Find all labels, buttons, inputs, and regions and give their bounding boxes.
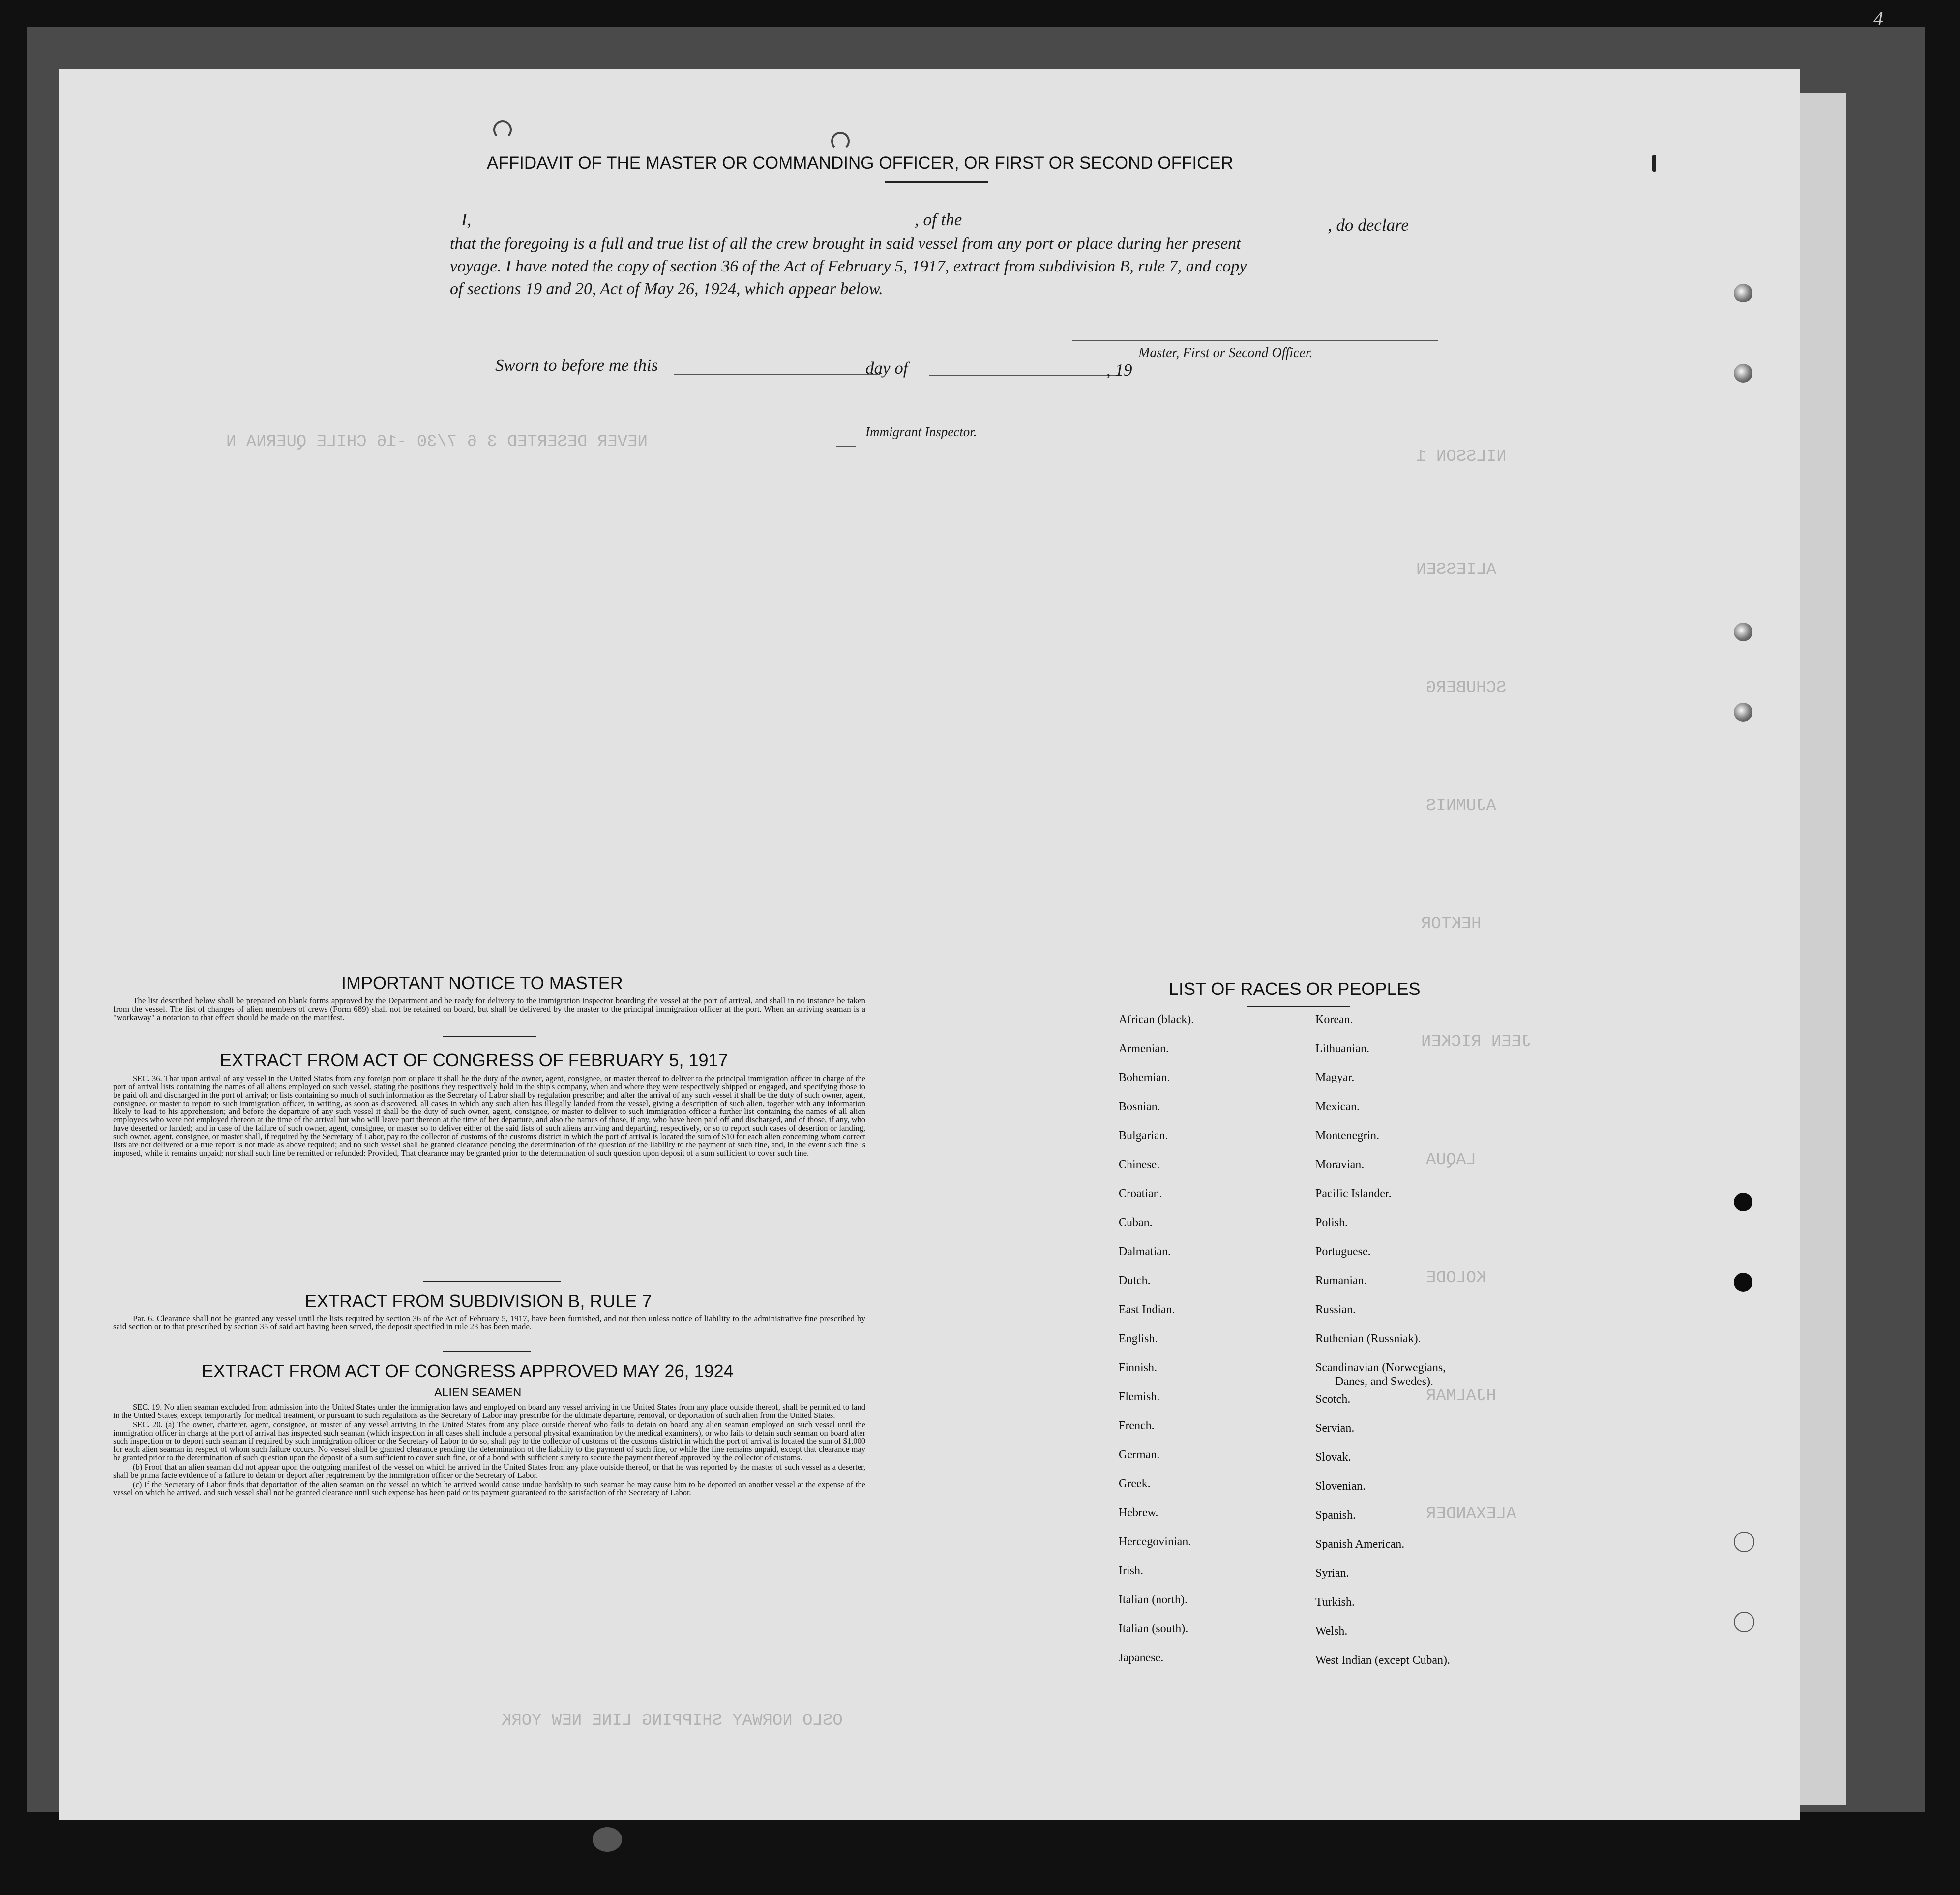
- race-item: Lithuanian.: [1315, 1042, 1369, 1055]
- punch-hole: [1734, 703, 1752, 722]
- race-item: Croatian.: [1119, 1187, 1162, 1200]
- extract-1924-title: EXTRACT FROM ACT OF CONGRESS APPROVED MAY 26, 1924: [202, 1361, 734, 1381]
- bleed-through-text: KOLODE: [1426, 1269, 1486, 1288]
- race-item: Hebrew.: [1119, 1506, 1158, 1519]
- bleed-through-text: ALEXANDER: [1426, 1505, 1516, 1524]
- month-line: [929, 375, 1116, 376]
- race-item: Turkish.: [1315, 1596, 1355, 1609]
- races-rule: [1247, 1006, 1350, 1007]
- sec20b-paragraph: (b) Proof that an alien seaman did not appear upon the outgoing manifest of the vessel on which he arrived in the United States from any place outside thereof, or that he was reported by the master of such vessel as a deserter, shall be prima facie evidence of a failure to detain or deport after requirement by the immigration officer or the Secretary of Labor.: [113, 1462, 865, 1480]
- sec19-paragraph: SEC. 19. No alien seaman excluded from admission into the United States under the immigration laws and employed on board any vessel arriving in the United States from any place outside thereof, shall be permitted to land in the United States, except temporarily for medical treatment, or pursuant to such regulations as the Secretary of Labor may prescribe for the ultimate departure, removal, or deportation of such alien from the United States.: [113, 1402, 865, 1420]
- race-item: French.: [1119, 1419, 1155, 1432]
- race-item: Montenegrin.: [1315, 1129, 1379, 1142]
- day-of-label: day of: [865, 359, 908, 378]
- title-rule: [885, 181, 988, 183]
- race-item: West Indian (except Cuban).: [1315, 1654, 1450, 1667]
- signature-line: [1072, 340, 1438, 341]
- race-item: Spanish.: [1315, 1509, 1356, 1522]
- race-item: Magyar.: [1315, 1071, 1355, 1084]
- race-item: Hercegovinian.: [1119, 1535, 1191, 1548]
- extract-rule7-rule: [443, 1351, 531, 1352]
- extract-1917-text: [113, 1075, 865, 1158]
- race-item: Italian (south).: [1119, 1623, 1188, 1635]
- bleed-through-text: JEEN RICKEN: [1421, 1033, 1532, 1052]
- race-item: Danes, and Swedes).: [1335, 1375, 1433, 1388]
- master-label: Master, First or Second Officer.: [1138, 345, 1313, 361]
- race-item: Polish.: [1315, 1216, 1348, 1229]
- punch-hole: [1734, 623, 1752, 641]
- extract-rule7-title: EXTRACT FROM SUBDIVISION B, RULE 7: [305, 1291, 652, 1311]
- race-item: Pacific Islander.: [1315, 1187, 1392, 1200]
- race-item: Russian.: [1315, 1303, 1356, 1316]
- year-label: , 19: [1106, 361, 1132, 380]
- race-item: Servian.: [1315, 1422, 1355, 1435]
- race-item: Bohemian.: [1119, 1071, 1170, 1084]
- inspector-line: [836, 446, 856, 447]
- race-item: Portuguese.: [1315, 1245, 1371, 1258]
- bleed-through-text: NEVER DESERTED 3 6 7/30 -16 CHILE QUERNA N: [226, 433, 648, 451]
- races-title: LIST OF RACES OR PEOPLES: [1169, 979, 1421, 999]
- extract-rule7-text: [113, 1315, 865, 1332]
- extract-1917-rule: [423, 1281, 561, 1282]
- notice-title: IMPORTANT NOTICE TO MASTER: [341, 973, 623, 993]
- race-item: Rumanian.: [1315, 1274, 1367, 1287]
- dust-mark: [593, 1827, 622, 1852]
- extract-1924-text: [113, 1403, 865, 1498]
- bleed-through-text: SCHUBERG: [1426, 679, 1507, 697]
- race-item: English.: [1119, 1332, 1158, 1345]
- document-page: [59, 69, 1800, 1820]
- sec36-paragraph: SEC. 36. That upon arrival of any vessel in the United States from any foreign port or place it shall be the duty of the owner, agent, consignee, or master thereof to deliver to the principal immigration officer in charge of the port of arrival lists containing the names of all aliens employed on such vessel, stating the positions they respectively hold in the ship's company, when and where they were respectively shipped or engaged, and specifying those to be paid off and discharged in the port of arrival; or lists containing so much of such information as the Secretary of Labor shall by regulation prescribe; and after the arrival of any such vessel it shall be the duty of such owner, agent, consignee, or master to report to such immigration officer, in writing, as soon as discovered, all cases in which any such alien has illegally landed from the vessel, giving a description of such alien, together with any information likely to lead to his apprehension; and before the departure of any such vessel it shall be the duty of such owner, agent, consignee, or master to deliver to such immigration officer a further list containing the names of all alien employees who were not employed thereon at the time of the arrival but who will leave port thereon at the time of her departure, and also the names of those, if any, who have been paid off and discharged, and of those, if any, who have deserted or landed; and in case of the failure of such owner, agent, consignee, or master so to deliver either of the said lists of such aliens arriving and departing, respectively, or so to report such cases of desertion or landing, such owner, agent, consignee, or master shall, if required by the Secretary of Labor, pay to the collector of customs of the customs district in which the port of arrival is located the sum of $10 for each alien concerning whom correct lists are not delivered or a true report is not made as above required; and no such vessel shall be granted clearance pending the determination of the question of the liability to the payment of such fine, and, in the event such fine is imposed, while it remains unpaid; nor shall such fine be remitted or refunded: Provided, That clearance may be granted prior to the determination of such question upon deposit of a sum sufficient to cover such fine.: [113, 1074, 865, 1158]
- bleed-through-text: HEKTOR: [1421, 915, 1482, 933]
- race-item: Scandinavian (Norwegians,: [1315, 1361, 1446, 1374]
- race-item: Slovak.: [1315, 1451, 1351, 1464]
- race-item: Bosnian.: [1119, 1100, 1160, 1113]
- race-item: Irish.: [1119, 1564, 1143, 1577]
- race-item: Mexican.: [1315, 1100, 1360, 1113]
- extract-1917-title: EXTRACT FROM ACT OF CONGRESS OF FEBRUARY 5, 1917: [220, 1050, 728, 1070]
- race-item: Chinese.: [1119, 1158, 1160, 1171]
- punch-hole: [1734, 284, 1752, 302]
- punch-hole: [1734, 364, 1752, 383]
- binder-ring-mark: [831, 132, 850, 150]
- race-item: Greek.: [1119, 1477, 1151, 1490]
- notice-rule: [443, 1036, 536, 1037]
- race-item: African (black).: [1119, 1013, 1194, 1026]
- extract-1924-subtitle: ALIEN SEAMEN: [434, 1386, 522, 1399]
- race-item: Italian (north).: [1119, 1594, 1188, 1606]
- bleed-through-text: LAQUA: [1426, 1151, 1477, 1170]
- race-item: Slovenian.: [1315, 1480, 1366, 1493]
- affidavit-line-4: of sections 19 and 20, Act of May 26, 1924, which appear below.: [450, 280, 883, 298]
- bleed-through-text: NILSSON 1: [1416, 448, 1507, 466]
- race-item: Syrian.: [1315, 1567, 1349, 1580]
- race-item: Japanese.: [1119, 1652, 1164, 1664]
- race-item: Cuban.: [1119, 1216, 1153, 1229]
- affidavit-line-1-start: I,: [461, 210, 472, 229]
- affidavit-line-1-mid: , of the: [915, 210, 962, 229]
- punch-hole: [1734, 1193, 1752, 1211]
- race-item: Flemish.: [1119, 1390, 1160, 1403]
- affidavit-title: AFFIDAVIT OF THE MASTER OR COMMANDING OFFICER, OR FIRST OR SECOND OFFICER: [487, 153, 1234, 173]
- punch-hole: [1734, 1532, 1754, 1552]
- sworn-label: Sworn to before me this: [495, 356, 658, 375]
- affidavit-line-3: voyage. I have noted the copy of section 36 of the Act of February 5, 1917, extract from subdivision B, rule 7, and copy: [450, 257, 1247, 275]
- race-item: Moravian.: [1315, 1158, 1365, 1171]
- bleed-through-text: HJALMAR: [1426, 1387, 1496, 1406]
- binder-ring-mark: [493, 120, 512, 139]
- bleed-through-text: AJUMNIS: [1426, 797, 1496, 815]
- page-number: 4: [1873, 7, 1883, 30]
- race-item: Spanish American.: [1315, 1538, 1405, 1551]
- sec20c-paragraph: (c) If the Secretary of Labor finds that deportation of the alien seaman on the vessel on which he arrived would cause undue hardship to such seaman he may cause him to be deported on another vessel at the expense of the vessel on which he arrived, and such vessel shall not be granted clearance until such expense has been paid or its payment guaranteed to the satisfaction of the Secretary of Labor.: [113, 1479, 865, 1498]
- inspector-label: Immigrant Inspector.: [865, 424, 977, 439]
- race-item: Scotch.: [1315, 1393, 1351, 1406]
- punch-hole: [1734, 1612, 1754, 1632]
- race-item: Dutch.: [1119, 1274, 1151, 1287]
- notice-paragraph: The list described below shall be prepared on blank forms approved by the Department and be ready for delivery to the immigration inspector boarding the vessel at the port of arrival, and shall in no instance be taken from the vessel. The list of changes of alien members of crews (Form 689) shall not be retained on board, but shall be delivered by the master to the principal immigration officer at the port. When an arriving seaman is a "workaway" a notation to that effect should be made on the manifest.: [113, 996, 865, 1022]
- bleed-through-text: OSLO NORWAY SHIPPING LINE NEW YORK: [502, 1712, 843, 1730]
- race-item: East Indian.: [1119, 1303, 1175, 1316]
- race-item: Dalmatian.: [1119, 1245, 1171, 1258]
- affidavit-line-1-end: , do declare: [1328, 215, 1409, 235]
- race-item: Bulgarian.: [1119, 1129, 1168, 1142]
- race-item: Finnish.: [1119, 1361, 1158, 1374]
- affidavit-line-2: that the foregoing is a full and true list of all the crew brought in said vessel from any port or place during her present: [450, 235, 1241, 253]
- bleed-through-text: ALIESSEN: [1416, 561, 1497, 579]
- race-item: Ruthenian (Russniak).: [1315, 1332, 1421, 1345]
- race-item: German.: [1119, 1448, 1160, 1461]
- punch-hole: [1734, 1273, 1752, 1292]
- notice-text: [113, 997, 865, 1023]
- rule7-paragraph: Par. 6. Clearance shall not be granted any vessel until the lists required by section 36 of the Act of February 5, 1917, have been furnished, and not then unless notice of liability to the administrative fine prescribed by said section or to that prescribed by section 35 of said act having been served, the deposit specified in rule 23 has been made.: [113, 1314, 865, 1331]
- sworn-date-line: [674, 374, 880, 375]
- race-item: Armenian.: [1119, 1042, 1169, 1055]
- race-item: Welsh.: [1315, 1625, 1348, 1638]
- smudge-mark: [1652, 155, 1656, 172]
- race-item: Korean.: [1315, 1013, 1353, 1026]
- sec20a-paragraph: SEC. 20. (a) The owner, charterer, agent, consignee, or master of any vessel arriving in the United States from any place outside thereof who fails to detain on board any alien seaman employed on such vessel until the immigration officer in charge at the port of arrival has inspected such seaman (which inspection in all cases shall include a personal physical examination by the medical examiners), or who fails to detain such seaman on board after such inspection or to deport such seaman if required by such immigration officer or the Secretary of Labor to do so, shall pay to the collector of customs of the customs district in which the port of arrival is located the sum of $1,000 for each alien seaman in respect of whom such failure occurs. No vessel shall be granted clearance pending the determination of the liability to the payment of such fine, or while the fine remains unpaid, except that clearance may be granted prior to the determination of such question upon the deposit of a sum sufficient to cover such fine, or of a bond with sufficient surety to secure the payment thereof approved by the collector of customs.: [113, 1419, 865, 1463]
